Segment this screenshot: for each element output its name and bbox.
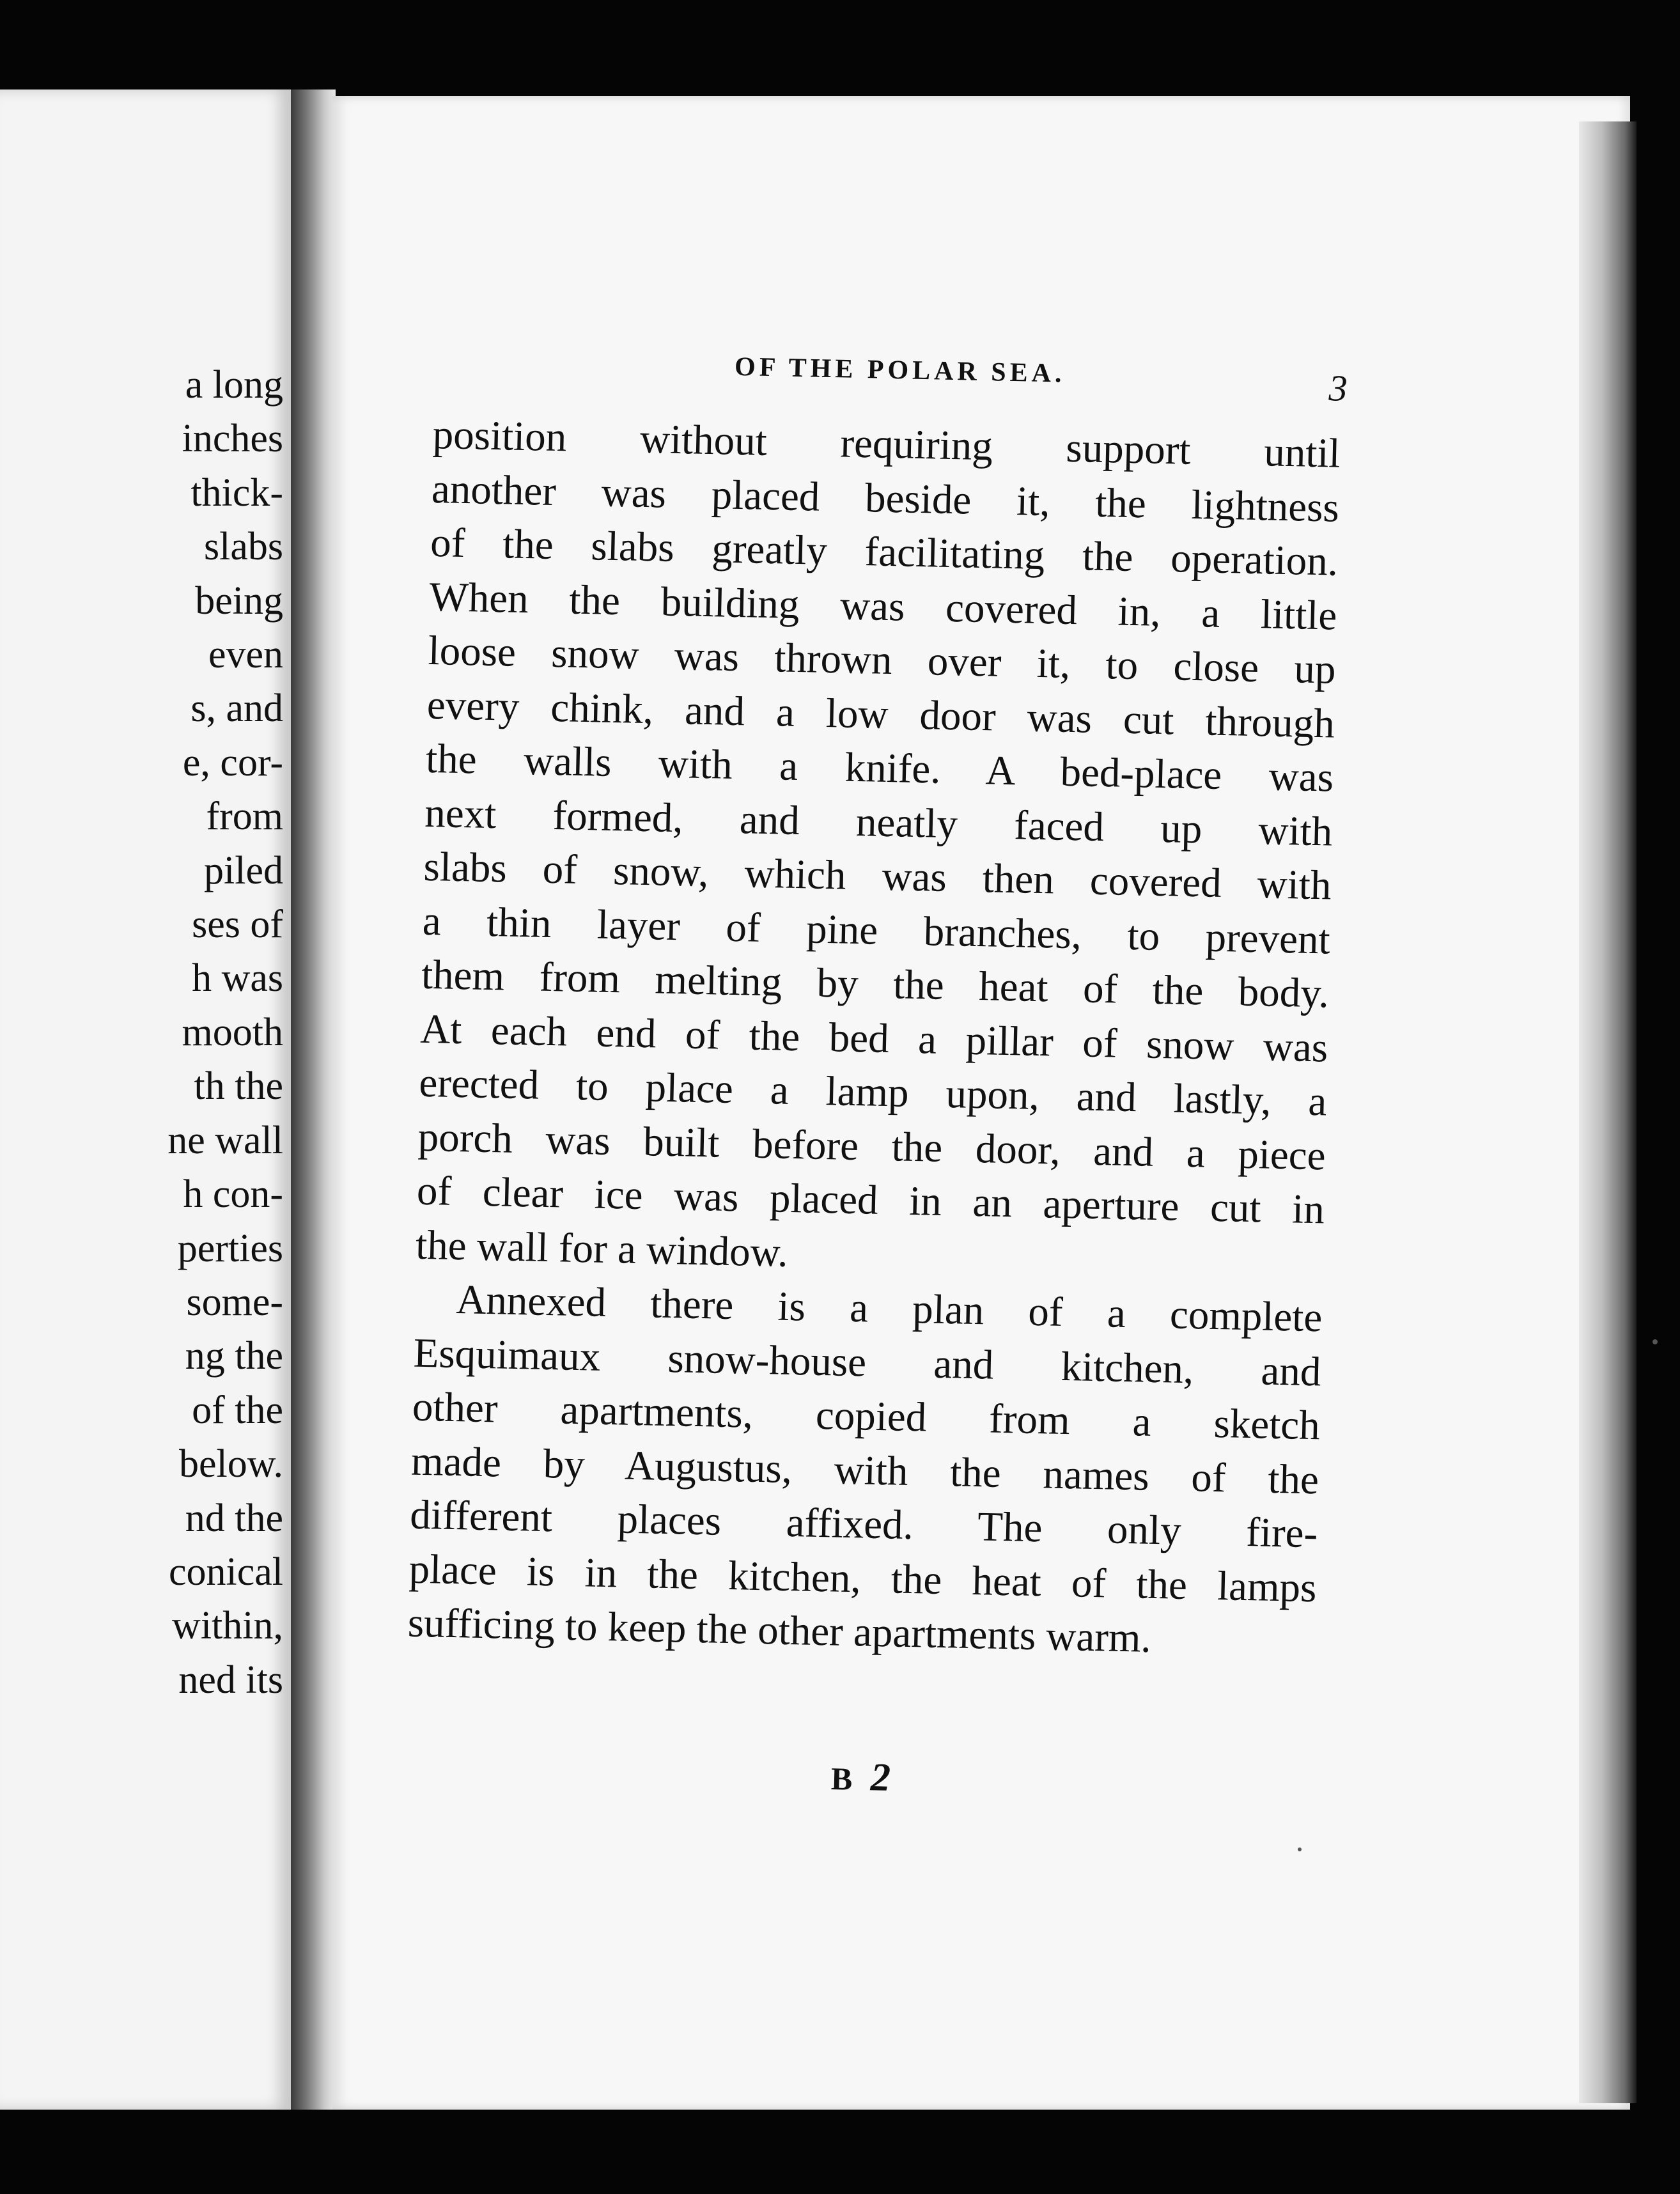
running-title: OF THE POLAR SEA.: [734, 352, 1066, 389]
left-page-line: within,: [172, 1604, 283, 1648]
left-page-line: mooth: [182, 1010, 283, 1054]
page-number: 3: [1328, 367, 1348, 409]
text-line: of the slabs greatly facilitating the operation.: [430, 519, 1339, 585]
text-line: them from melting by the heat of the body.: [421, 951, 1330, 1017]
left-page-line: thick-: [191, 471, 283, 515]
signature-number: 2: [870, 1755, 896, 1800]
text-line: a thin layer of pine branches, to prevent: [422, 898, 1331, 963]
left-page-line: s, and: [191, 687, 283, 731]
left-page-line: of the: [192, 1388, 283, 1432]
text-line: Annexed there is a plan of a complete: [455, 1277, 1323, 1341]
left-page-line: h was: [192, 956, 283, 1000]
text-line: made by Augustus, with the names of the: [410, 1438, 1319, 1503]
text-line: When the building was covered in, a little: [428, 573, 1337, 639]
left-page-line: below.: [179, 1442, 283, 1486]
left-page-line: even: [208, 633, 283, 677]
left-page-text: [167, 358, 283, 1707]
left-page-line: ses of: [192, 903, 283, 947]
left-facing-page: [0, 89, 291, 2110]
text-line: Esquimaux snow-house and kitchen, and: [413, 1330, 1322, 1395]
text-line: every chink, and a low door was cut through: [426, 681, 1335, 747]
left-page-line: a long: [185, 363, 283, 407]
left-page-line: h con-: [183, 1172, 283, 1217]
text-line: erected to place a lamp upon, and lastly, a: [418, 1059, 1328, 1125]
text-line: porch was built before the door, and a piece: [417, 1114, 1326, 1179]
signature-mark: [830, 1754, 896, 1801]
left-page-line: being: [195, 579, 283, 623]
text-line: the walls with a knife. A bed-place was: [425, 735, 1334, 801]
left-page-line: perties: [177, 1226, 283, 1270]
text-line: another was placed beside it, the lightness: [431, 465, 1340, 531]
signature-letter: B: [830, 1760, 858, 1797]
left-page-line: conical: [168, 1550, 283, 1594]
left-page-line: piled: [204, 848, 283, 892]
text-line: place is in the kitchen, the heat of the lamps: [408, 1546, 1318, 1611]
left-page-line: ng the: [185, 1334, 283, 1378]
left-page-line: e, cor-: [182, 740, 283, 784]
text-line: of clear ice was placed in an aperture cut in: [416, 1167, 1325, 1233]
left-page-line: nd the: [185, 1496, 283, 1540]
speck: [1298, 1848, 1302, 1851]
body-text: [407, 408, 1341, 1669]
text-line: position without requiring support until: [432, 411, 1341, 477]
text-line: slabs of snow, which was then covered with: [423, 843, 1332, 909]
paragraph-1: [415, 408, 1341, 1291]
text-line: At each end of the bed a pillar of snow was: [419, 1006, 1328, 1071]
paragraph-2: [407, 1272, 1323, 1669]
left-page-line: ned its: [178, 1658, 283, 1702]
text-line: different places affixed. The only fire-: [409, 1491, 1318, 1557]
left-page-line: th the: [194, 1064, 283, 1109]
text-line: sufficing to keep the other apartments warm.: [407, 1599, 1152, 1661]
text-line: next formed, and neatly faced up with: [424, 790, 1333, 855]
left-page-line: inches: [182, 417, 283, 461]
left-page-line: some-: [186, 1280, 283, 1324]
text-line: other apartments, copied from a sketch: [412, 1383, 1321, 1449]
page-edge: [1579, 121, 1637, 2103]
left-page-line: ne wall: [167, 1118, 283, 1162]
book-gutter: [291, 89, 336, 2110]
text-line: loose snow was thrown over it, to close up: [428, 627, 1337, 693]
speck: [1653, 1339, 1658, 1344]
page-content: [407, 339, 1348, 1669]
left-page-line: slabs: [204, 525, 283, 569]
text-line: the wall for a window.: [415, 1222, 789, 1276]
left-page-line: from: [206, 795, 283, 839]
